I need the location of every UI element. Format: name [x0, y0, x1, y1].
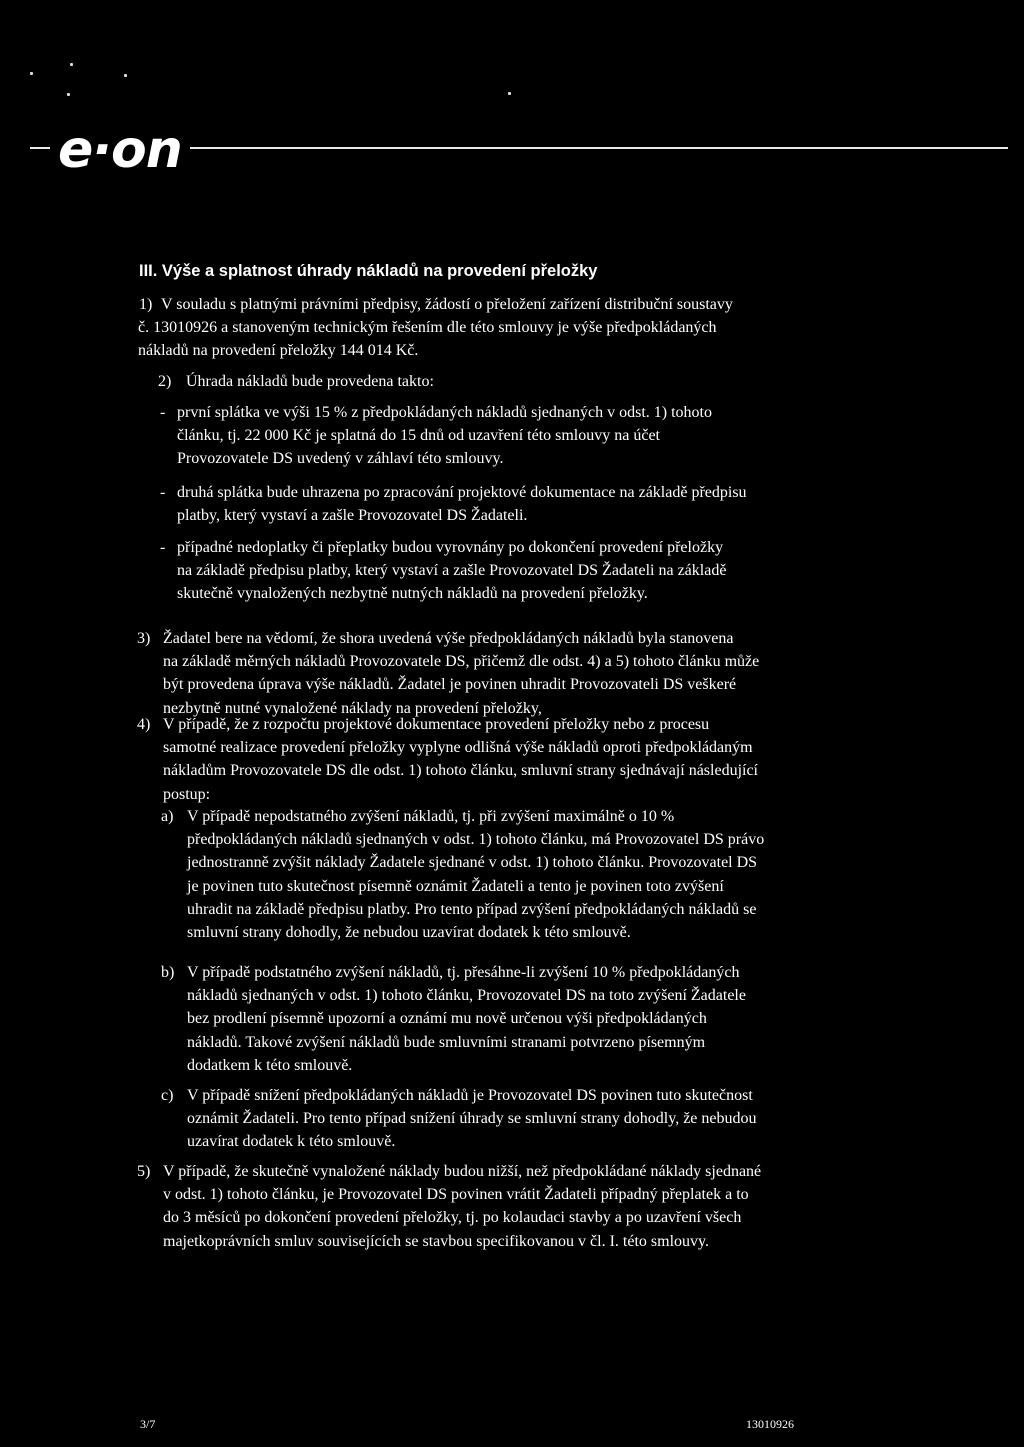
clause-text: V souladu s platnými právními předpisy, žádostí o přeložení zařízení distribuční soustavy č. 13010926 a stanoveným technickým řešením dle této smlouvy je výše předpokládaných nákladů na provedení přeložky 144 014 Kč.	[138, 296, 733, 360]
bullet-text: první splátka ve výši 15 % z předpokládaných nákladů sjednaných v odst. 1) tohoto článku, tj. 22 000 Kč je splatná do 15 dnů od uzavření této smlouvy na účet Provozovatele DS uvedený v záhlaví této smlouvy.	[177, 404, 712, 468]
clause-number: 1)	[139, 296, 153, 313]
subclause-text: V případě snížení předpokládaných nákladů je Provozovatel DS povinen tuto skutečnost oznámit Žadateli. Pro tento případ snížení úhrady se smluvní strany dohodly, že nebudou uzavírat dodatek k této smlouvě.	[187, 1087, 757, 1151]
subclause-text: V případě podstatného zvýšení nákladů, tj. přesáhne-li zvýšení 10 % předpokládaných nákladů sjednaných v odst. 1) tohoto článku, Provozovatel DS na toto zvýšení Žadatele bez prodlení písemně upozorní a oznámí mu nově určenou výši předpokládaných nákladů. Takové zvýšení nákladů bude smluvními stranami potvrzeno písemným dodatkem k této smlouvě.	[187, 964, 746, 1074]
clause-number: 4)	[137, 716, 151, 733]
subclause-letter: a)	[161, 808, 174, 825]
bullet-dash: -	[160, 404, 166, 421]
clause-text: V případě, že skutečně vynaložené náklady budou nižší, než předpokládané náklady sjednané v odst. 1) tohoto článku, je Provozovatel DS povinen vrátit Žadateli případný přeplatek a to do 3 měsíců po dokončení provedení přeložky, tj. po kolaudaci stavby a po uzavření všech majetkoprávních smluv souvisejících se stavbou specifikovanou v čl. I. této smlouvy.	[163, 1163, 762, 1250]
eon-logo: e·on	[50, 120, 190, 180]
bullet-text: druhá splátka bude uhrazena po zpracování projektové dokumentace na základě předpisu platby, který vystaví a zašle Provozovatel DS Žadateli.	[177, 484, 747, 525]
subclause-letter: c)	[161, 1087, 174, 1104]
clause-text: Žadatel bere na vědomí, že shora uvedená výše předpokládaných nákladů byla stanovena na základě měrných nákladů Provozovatele DS, přičemž dle odst. 4) a 5) tohoto článku může být provedena úprava výše nákladů. Žadatel je povinen uhradit Provozovateli DS veškeré nezbytně nutné vynaložené náklady na provedení přeložky,	[163, 630, 760, 717]
clause-number: 5)	[137, 1163, 151, 1180]
clause-number: 2)	[158, 373, 172, 390]
clause-text: Úhrada nákladů bude provedena takto:	[186, 373, 434, 390]
clause-number: 3)	[137, 630, 151, 647]
page-number: 3/7	[140, 1417, 156, 1431]
document-number: 13010926	[746, 1417, 794, 1431]
bullet-dash: -	[160, 539, 166, 556]
bullet-dash: -	[160, 484, 166, 501]
section-heading: III. Výše a splatnost úhrady nákladů na provedení přeložky	[139, 262, 598, 280]
subclause-letter: b)	[161, 964, 175, 981]
subclause-text: V případě nepodstatného zvýšení nákladů, tj. při zvýšení maximálně o 10 % předpokládaných nákladů sjednaných v odst. 1) tohoto článku, má Provozovatel DS právo jednostranně zvýšit náklady Žadatele sjednané v odst. 1) tohoto článku. Provozovatel DS je povinen tuto skutečnost písemně oznámit Žadateli a tento je povinen toto zvýšení uhradit na základě předpisu platby. Pro tento případ zvýšení předpokládaných nákladů se smluvní strany dohodly, že nebudou uzavírat dodatek k této smlouvě.	[187, 808, 765, 942]
clause-text: V případě, že z rozpočtu projektové dokumentace provedení přeložky nebo z procesu samotné realizace provedení přeložky vyplyne odlišná výše nákladů oproti předpokládaným nákladům Provozovatele DS dle odst. 1) tohoto článku, smluvní strany sjednávají následující postup:	[163, 716, 758, 803]
bullet-text: případné nedoplatky či přeplatky budou vyrovnány po dokončení provedení přeložky na základě předpisu platby, který vystaví a zašle Provozovatel DS Žadateli na základě skutečně vynaložených nezbytně nutných nákladů na provedení přeložky.	[177, 539, 727, 603]
